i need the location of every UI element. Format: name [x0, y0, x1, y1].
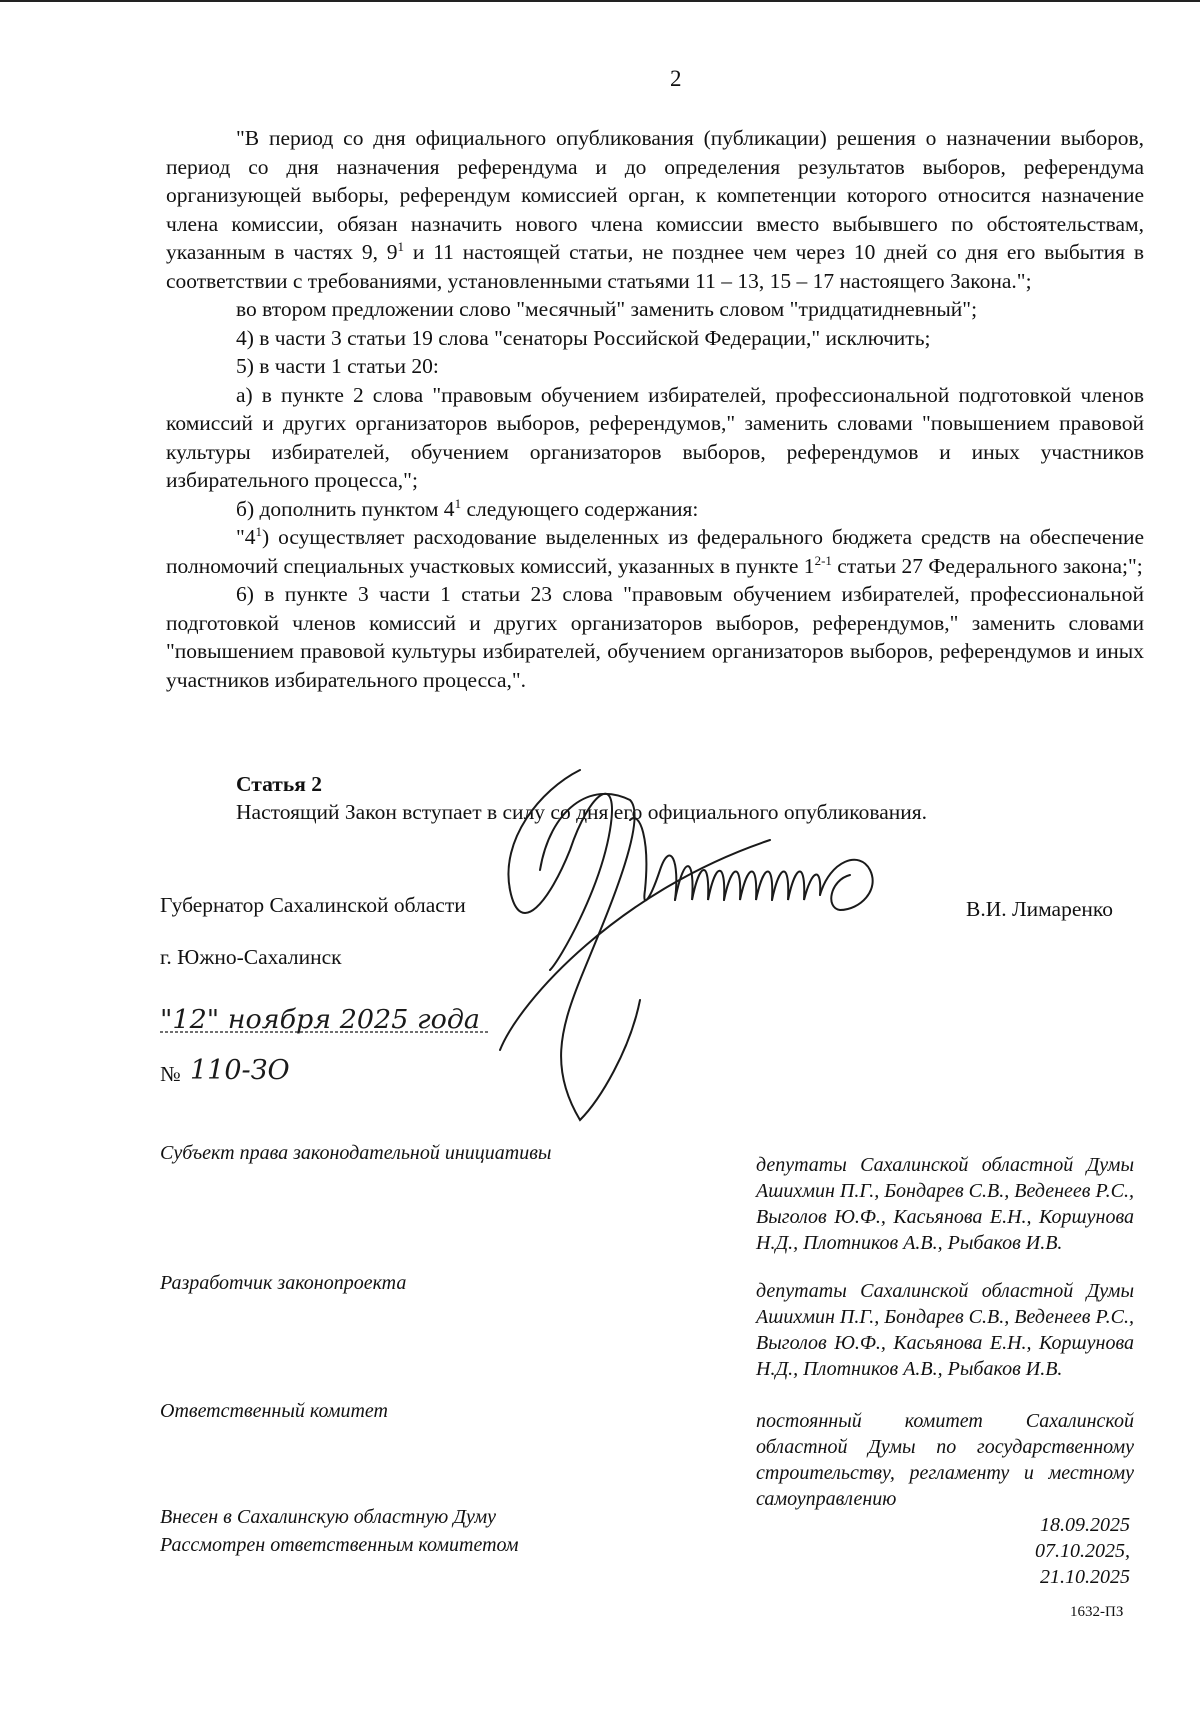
- city: г. Южно-Сахалинск: [160, 945, 342, 969]
- document-code: 1632-ПЗ: [1070, 1604, 1124, 1620]
- developer-label: Разработчик законопроекта: [160, 1272, 407, 1294]
- subject-value: депутаты Сахалинской областной Думы Ашихмин П.Г., Бондарев С.В., Веденеев Р.С., Выголов Ю.Ф., Касьянова Е.Н., Коршунова Н.Д., Плотников А.В., Рыбаков И.В.: [756, 1154, 1134, 1254]
- paragraph-text: следующего содержания:: [461, 496, 699, 521]
- paragraph-item-5a: а) в пункте 2 слова "правовым обучением избирателей, профессиональной подготовкой членов комиссий и других организаторов выборов, референдумов," заменить словами "повышением правовой культуры избирателей, обучением организаторов выборов, референдумов и иных участников избирательного процесса,";: [166, 382, 1144, 492]
- paragraph-item-5b: [166, 495, 1144, 524]
- dates-block: [940, 1512, 1130, 1590]
- submitted-label: Внесен в Сахалинскую областную Думу: [160, 1506, 497, 1528]
- superscript: 1: [454, 495, 462, 511]
- reviewed-label: Рассмотрен ответственным комитетом: [160, 1534, 519, 1556]
- handwritten-number: [186, 1055, 316, 1087]
- governor-signature: [480, 750, 940, 1130]
- handwritten-number-text: 110-ЗО: [189, 1055, 290, 1086]
- developer-value: депутаты Сахалинской областной Думы Ашихмин П.Г., Бондарев С.В., Веденеев Р.С., Выголов Ю.Ф., Касьянова Е.Н., Коршунова Н.Д., Плотников А.В., Рыбаков И.В.: [756, 1280, 1134, 1380]
- committee-label: Ответственный комитет: [160, 1400, 388, 1422]
- paragraph-item-4: 4) в части 3 статьи 19 слова "сенаторы Российской Федерации," исключить;: [236, 325, 931, 350]
- article-heading: Статья 2: [236, 772, 322, 796]
- paragraph-text: "В период со дня официального опубликования (публикации) решения о назначении выборов, период со дня назначения референдума и до определения результатов выборов, референдума организующей выборы, референдум комиссией орган, к компетенции которого относится назначение члена комиссии, обязан назначить нового члена комиссии вместо выбывшего по обстоятельствам, указанным в частях 9, 9: [166, 126, 1144, 264]
- committee-value: постоянный комитет Сахалинской областной Думы по государственному строительству, регламенту и местному самоуправлению: [756, 1410, 1134, 1510]
- date-submitted: 18.09.2025: [1040, 1514, 1130, 1536]
- number-label: №: [160, 1062, 181, 1086]
- handwritten-date-text: "12" ноября 2025 года: [160, 1005, 480, 1035]
- law-amendments-text: [166, 124, 1144, 694]
- paragraph-commission-appointment: [166, 124, 1144, 295]
- paragraph-text: "4: [236, 525, 256, 549]
- article-text: Настоящий Закон вступает в силу со дня его официального опубликования.: [236, 800, 928, 824]
- page-top-border: [0, 0, 1200, 2]
- date-line: [160, 1002, 500, 1036]
- date-reviewed-2: 21.10.2025: [1040, 1566, 1130, 1588]
- paragraph-text: статьи 27 Федерального закона;";: [831, 553, 1143, 578]
- paragraph-text: и 11 настоящей статьи, не позднее чем через 10 дней со дня его выбытия в соответствии с требованиями, установленными статьями 11 – 13, 15 – 17 настоящего Закона.";: [166, 240, 1144, 293]
- subject-label: Субъект права законодательной инициативы: [160, 1142, 552, 1164]
- date-reviewed-1: 07.10.2025,: [1035, 1540, 1130, 1562]
- superscript: 2-1: [814, 552, 832, 568]
- paragraph-item-5: 5) в части 1 статьи 20:: [236, 354, 439, 378]
- governor-title: Губернатор Сахалинской области: [160, 893, 466, 917]
- superscript: 1: [255, 523, 263, 539]
- superscript: 1: [397, 238, 405, 254]
- paragraph-text: ) осуществляет расходование выделенных из федерального бюджета средств на обеспечение полномочий специальных участковых комиссий, указанных в пункте 1: [166, 525, 1144, 578]
- paragraph-item-6: 6) в пункте 3 части 1 статьи 23 слова "правовым обучением избирателей, профессиональной подготовкой членов комиссий и других организаторов выборов, референдумов," заменить словами "повышением правовой культуры избирателей, обучением организаторов выборов, референдумов и иных участников избирательного процесса,".: [166, 582, 1144, 692]
- handwritten-date: [160, 1002, 500, 1036]
- governor-name: В.И. Лимаренко: [966, 897, 1113, 921]
- paragraph-item-4-1: [166, 523, 1144, 580]
- page-number: 2: [670, 66, 682, 91]
- paragraph-second-sentence: во втором предложении слово "месячный" заменить словом "тридцатидневный";: [236, 297, 978, 321]
- document-number: [160, 1055, 316, 1087]
- paragraph-text: б) дополнить пунктом 4: [236, 496, 455, 521]
